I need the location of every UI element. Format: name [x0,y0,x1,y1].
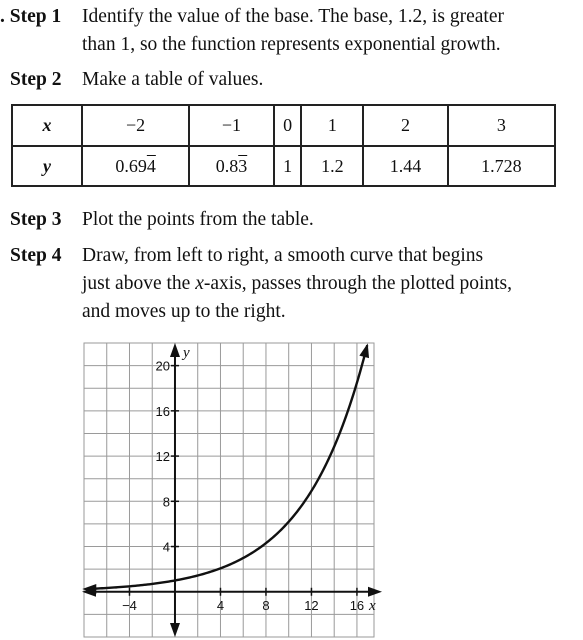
curve-arrowheads [82,343,369,594]
table-cell-y: 0.694 [82,146,189,186]
y-tick-label: 8 [162,494,170,510]
x-tick-label: 12 [304,597,319,613]
table-header-y: y [12,146,82,186]
y-axis-label: y [182,345,190,361]
step-1-line-1: Identify the value of the base. The base, 1.2, is greater [82,6,504,27]
step-3-label: Step 3 [10,209,62,230]
table-row-y [12,146,555,186]
table-row-x [12,105,555,146]
y-axis-down-arrow [170,623,180,637]
x-tick-label: −4 [122,597,137,613]
table-header-x: x [12,105,82,146]
exponential-graph [0,335,583,640]
step-1-text [82,3,504,59]
step-1-label: . Step 1 [0,6,62,27]
x-tick-label: 4 [216,597,225,613]
grid-border [84,343,374,637]
table-cell-x: 1 [301,105,363,146]
curve-arrow-right [359,343,369,358]
y-tick-label: 12 [155,449,170,465]
values-table [11,104,556,187]
table-cell-y: 1.44 [363,146,448,186]
y-tick-label: 16 [155,403,170,419]
x-tick-label: 8 [262,597,270,613]
tick-labels [122,345,376,614]
table-cell-y: 1.2 [301,146,363,186]
y-tick-label: 4 [162,539,170,555]
step-3-text: Plot the points from the table. [82,209,314,230]
table-cell-x: 3 [448,105,555,146]
y-tick-label: 20 [155,358,170,374]
step-4-line-2: just above the x-axis, passes through the plotted points, [82,273,513,294]
step-4-line-1: Draw, from left to right, a smooth curve that begins [82,245,484,266]
step-4-label: Step 4 [10,245,62,266]
table-cell-x: −2 [82,105,189,146]
growth-curve [86,345,367,589]
x-tick-label: 16 [349,597,365,613]
table-cell-x: −1 [189,105,274,146]
step-4-text [82,242,512,326]
step-2-label: Step 2 [10,69,62,90]
step-4-line-3: and moves up to the right. [82,301,286,322]
y-axis-up-arrow [170,343,180,357]
grid-lines [84,343,374,637]
table-cell-y: 0.83 [189,146,274,186]
x-axis-label: x [368,597,376,614]
axes [82,343,382,637]
step-1-line-2: than 1, so the function represents exponential growth. [82,34,501,55]
table-cell-y: 1 [274,146,302,186]
table-cell-y: 1.728 [448,146,555,186]
x-axis-right-arrow [368,587,382,597]
step-2-text: Make a table of values. [82,69,264,90]
table-cell-x: 0 [274,105,302,146]
table-cell-x: 2 [363,105,448,146]
